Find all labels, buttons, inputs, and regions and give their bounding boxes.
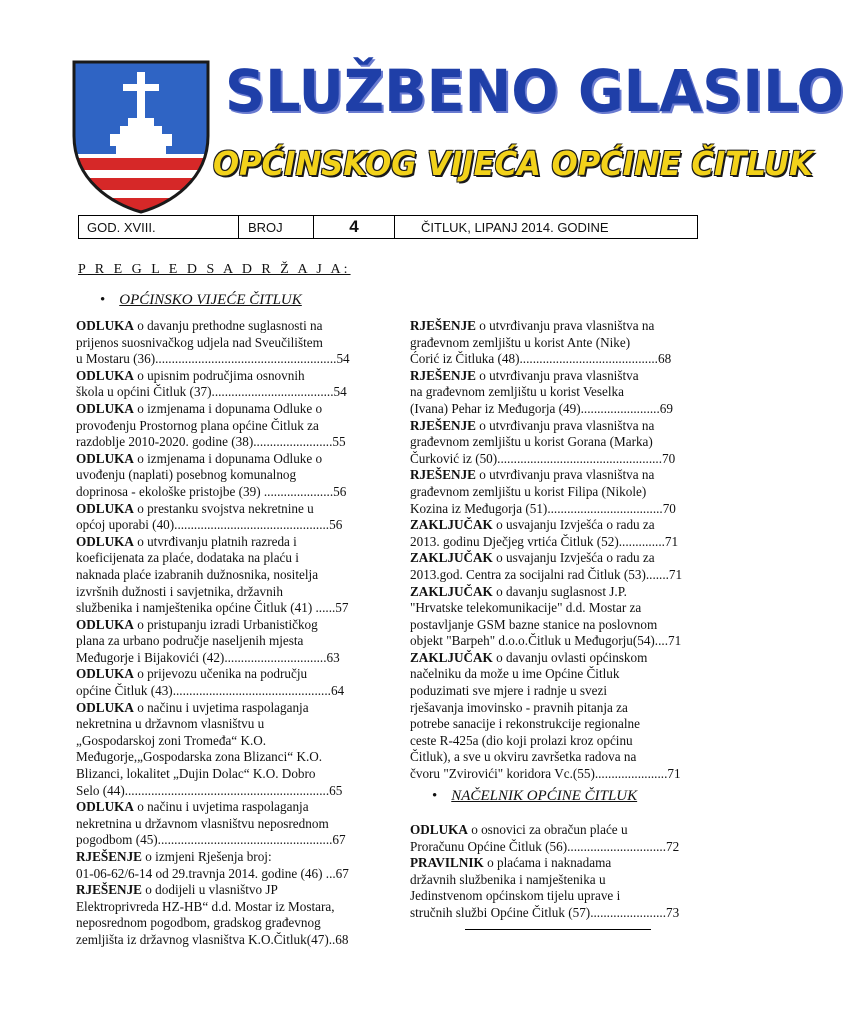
issue-label-cell: BROJ: [239, 216, 314, 238]
entry-text-line: o utvrđivanju platnih razreda i: [133, 533, 297, 549]
entry-text-line: ceste R-425a (dio koji prolazi kroz općinu: [410, 732, 633, 748]
entry-keyword: ODLUKA: [410, 822, 468, 837]
entry-keyword: ZAKLJUČAK: [410, 583, 493, 599]
entry-text-line: doprinosa - ekološke pristojbe (39) .....................56: [76, 483, 347, 499]
entry-text-line: o pristupanju izradi Urbanističkog: [133, 616, 318, 632]
entry-text-line: škola u općini Čitluk (37).....................................54: [76, 384, 347, 400]
entry-text-line: građevnom zemljištu u korist Filipa (Nikole): [410, 483, 647, 499]
entry-text-line: Čurković iz (50)..................................................70: [410, 450, 676, 466]
entry-text-line: 2013.god. Centra za socijalni rad Čitluk (53).......71: [410, 566, 683, 582]
entry-text-line: Međugorje,„Gospodarska zona Blizanci“ K.O.: [76, 749, 323, 765]
section-mayor-label: NAČELNIK OPĆINE ČITLUK: [451, 788, 638, 804]
contents-entry[interactable]: [76, 700, 376, 800]
entry-text-line: o utvrđivanju prava vlasništva na: [475, 417, 655, 433]
contents-entry[interactable]: [410, 822, 710, 855]
entry-text-line: 2013. godinu Dječjeg vrtića Čitluk (52)..............71: [410, 533, 679, 549]
entry-text-line: Proračunu Općine Čitluk (56)..............................72: [410, 838, 680, 854]
contents-entry[interactable]: [76, 451, 376, 501]
entry-text-line: o davanju ovlasti općinskom: [492, 649, 648, 665]
masthead-title: SLUŽBENO GLASILO: [225, 57, 844, 125]
contents-right-column: [410, 318, 710, 783]
entry-text-line: "Hrvatske telekomunikacije" d.d. Mostar za: [410, 600, 642, 616]
entry-text-line: u Mostaru (36).......................................................54: [76, 351, 350, 367]
issue-header-bar: [78, 215, 698, 239]
entry-text-line: Čitluk), a sve u okviru završetka radova na: [410, 749, 637, 765]
entry-text-line: na građevnom zemljištu u korist Veselka: [410, 384, 625, 400]
entry-text-line: neposrednom pogodbom, gradskog građevnog: [76, 915, 321, 931]
contents-entry[interactable]: [410, 855, 710, 921]
contents-entry[interactable]: [410, 550, 710, 583]
contents-entry[interactable]: [76, 617, 376, 667]
entry-text-line: građevnom zemljištu u korist Gorana (Marka): [410, 434, 653, 450]
bullet-icon: •: [100, 292, 106, 308]
contents-entry[interactable]: [76, 401, 376, 451]
entry-text-line: stručnih službi Općine Čitluk (57).......................73: [410, 904, 680, 920]
entry-keyword: ODLUKA: [76, 533, 134, 549]
entry-text-line: općine Čitluk (43)................................................64: [76, 683, 345, 699]
entry-text-line: objekt "Barpeh" d.o.o.Čitluk u Međugorju(54)....71: [410, 633, 682, 649]
entry-text-line: razdoblje 2010-2020. godine (38)........................55: [76, 434, 346, 450]
entry-text-line: izvršnih dužnosti i savjetnika, državnih: [76, 583, 283, 599]
section-heading-council: [100, 292, 302, 309]
entry-text-line: o usvajanju Izvješća o radu za: [492, 550, 655, 566]
entry-text-line: općoj uporabi (40)...............................................56: [76, 517, 343, 533]
contents-entry[interactable]: [410, 517, 710, 550]
contents-heading: P R E G L E D S A D R Ž A J A:: [78, 262, 351, 277]
entry-text-line: o utvrđivanju prava vlasništva na: [475, 318, 655, 333]
entry-text-line: Ćorić iz Čitluka (48)..........................................68: [410, 351, 672, 367]
entry-keyword: ODLUKA: [76, 450, 134, 466]
entry-keyword: RJEŠENJE: [410, 318, 476, 333]
contents-left-column: [76, 318, 376, 949]
entry-text-line: (Ivana) Pehar iz Međugorja (49)........................69: [410, 400, 673, 416]
entry-keyword: RJEŠENJE: [410, 417, 476, 433]
entry-text-line: o izmjenama i dopunama Odluke o: [133, 400, 323, 416]
entry-text-line: o dodijeli u vlasništvo JP: [141, 882, 278, 898]
entry-keyword: PRAVILNIK: [410, 855, 484, 871]
entry-keyword: ODLUKA: [76, 616, 134, 632]
entry-text-line: uvođenju (naplati) posebnog komunalnog: [76, 467, 297, 483]
entry-text-line: službenika i namještenika općine Čitluk (41) ......57: [76, 600, 349, 616]
contents-mayor-column: [410, 822, 710, 922]
entry-keyword: RJEŠENJE: [410, 467, 476, 483]
entry-text-line: o načinu i uvjetima raspolaganja: [133, 699, 309, 715]
contents-entry[interactable]: [410, 368, 710, 418]
entry-text-line: rješavanja imovinsko - pravnih pitanja za: [410, 699, 628, 715]
entry-text-line: o davanju prethodne suglasnosti na: [133, 318, 323, 333]
entry-text-line: o davanju suglasnost J.P.: [492, 583, 627, 599]
entry-text-line: poduzimati sve mjere i radnje u svezi: [410, 683, 608, 699]
entry-text-line: pogodbom (45).....................................................67: [76, 832, 346, 848]
entry-text-line: nekretnina u državnom vlasništvu neposrednom: [76, 815, 329, 831]
year-cell: GOD. XVIII.: [79, 216, 239, 238]
entry-text-line: Selo (44)..............................................................65: [76, 782, 343, 798]
contents-entry[interactable]: [76, 882, 376, 948]
entry-text-line: o plaćama i naknadama: [483, 855, 612, 871]
entry-keyword: ODLUKA: [76, 699, 134, 715]
entry-text-line: čvoru "Zvirovići" koridora Vc.(55)......................71: [410, 766, 681, 782]
entry-text-line: naknada plaće izabranih dužnosnika, nositelja: [76, 566, 319, 582]
coat-of-arms-logo: [70, 58, 212, 214]
contents-entry[interactable]: [76, 534, 376, 617]
contents-entry[interactable]: [410, 467, 710, 517]
entry-text-line: Kozina iz Međugorja (51)...................................70: [410, 500, 676, 516]
entry-text-line: postavljanje GSM bazne stanice na poslovnom: [410, 616, 658, 632]
entry-text-line: o utvrđivanju prava vlasništva: [475, 367, 639, 383]
entry-keyword: RJEŠENJE: [76, 882, 142, 898]
entry-text-line: Elektroprivreda HZ-HB“ d.d. Mostar iz Mostara,: [76, 898, 335, 914]
contents-entry[interactable]: [76, 666, 376, 699]
entry-keyword: ODLUKA: [76, 500, 134, 516]
entry-text-line: 01-06-62/6-14 od 29.travnja 2014. godine (46) ...67: [76, 865, 349, 881]
entry-text-line: plana za urbano područje naseljenih mjesta: [76, 633, 304, 649]
entry-text-line: Blizanci, lokalitet „Dujin Dolac“ K.O. Dobro: [76, 766, 316, 782]
contents-entry[interactable]: [410, 318, 710, 368]
contents-entry[interactable]: [76, 501, 376, 534]
entry-text-line: potrebe sanacije i rekonstrukcije regionalne: [410, 716, 640, 732]
entry-text-line: državnih službenika i namještenika u: [410, 871, 606, 887]
section-heading-mayor: [432, 788, 637, 805]
entry-text-line: o prestanku svojstva nekretnine u: [133, 500, 314, 516]
entry-keyword: ODLUKA: [76, 367, 134, 383]
entry-text-line: o usvajanju Izvješća o radu za: [492, 517, 655, 533]
entry-text-line: o izmjeni Rješenja broj:: [141, 849, 272, 864]
issue-number-cell: 4: [314, 216, 395, 238]
contents-entry[interactable]: [76, 849, 376, 882]
entry-text-line: koeficijenata za plaće, dodataka na plaću i: [76, 550, 299, 566]
entry-text-line: o upisnim područjima osnovnih: [133, 367, 305, 383]
contents-entry[interactable]: [410, 584, 710, 650]
entry-keyword: RJEŠENJE: [410, 367, 476, 383]
masthead-subtitle: OPĆINSKOG VIJEĆA OPĆINE ČITLUK: [213, 144, 813, 183]
entry-text-line: nekretnina u državnom vlasništvu u: [76, 716, 265, 732]
entry-text-line: „Gospodarskoj zoni Tromeđa“ K.O.: [76, 732, 267, 748]
entry-text-line: načelniku da može u ime Općine Čitluk: [410, 666, 620, 682]
entry-text-line: prijenos suosnivačkog udjela nad Sveučilištem: [76, 334, 323, 350]
contents-entry[interactable]: [410, 650, 710, 783]
entry-keyword: ZAKLJUČAK: [410, 649, 493, 665]
entry-text-line: o načinu i uvjetima raspolaganja: [133, 799, 309, 815]
entry-text-line: o izmjenama i dopunama Odluke o: [133, 450, 323, 466]
entry-text-line: o osnovici za obračun plaće u: [467, 822, 628, 837]
entry-text-line: o prijevozu učenika na području: [133, 666, 308, 682]
entry-keyword: RJEŠENJE: [76, 849, 142, 864]
entry-text-line: građevnom zemljištu u korist Ante (Nike): [410, 334, 631, 350]
entry-keyword: ODLUKA: [76, 400, 134, 416]
entry-keyword: ZAKLJUČAK: [410, 517, 493, 533]
entry-text-line: o utvrđivanju prava vlasništva na: [475, 467, 655, 483]
entry-keyword: ZAKLJUČAK: [410, 550, 493, 566]
entry-text-line: zemljišta iz državnog vlasništva K.O.Čitluk(47)..68: [76, 931, 349, 947]
contents-entry[interactable]: [410, 418, 710, 468]
section-council-label: OPĆINSKO VIJEĆE ČITLUK: [119, 292, 302, 308]
contents-entry[interactable]: [76, 368, 376, 401]
entry-keyword: ODLUKA: [76, 318, 134, 333]
end-rule: [465, 929, 651, 930]
entry-text-line: Jedinstvenom općinskom tijelu uprave i: [410, 888, 621, 904]
bullet-icon: •: [432, 788, 438, 804]
contents-entry[interactable]: [76, 799, 376, 849]
entry-keyword: ODLUKA: [76, 799, 134, 815]
entry-keyword: ODLUKA: [76, 666, 134, 682]
place-date-cell: ČITLUK, LIPANJ 2014. GODINE: [421, 219, 609, 235]
entry-text-line: provođenju Prostornog plana općine Čitluk za: [76, 417, 319, 433]
contents-entry[interactable]: [76, 318, 376, 368]
entry-text-line: Međugorje i Bijakovići (42)...............................63: [76, 649, 340, 665]
